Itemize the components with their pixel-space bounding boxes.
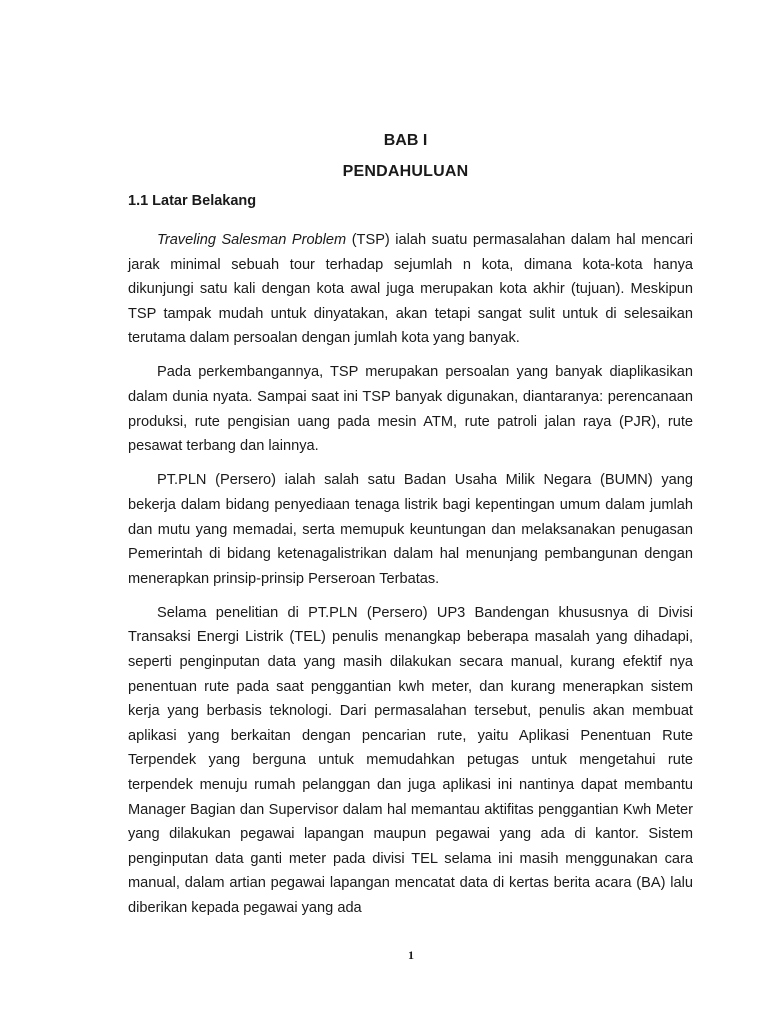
- paragraph-text: PT.PLN (Persero) ialah salah satu Badan Usaha Milik Negara (BUMN) yang bekerja dalam bidang penyediaan tenaga listrik bagi kepentingan umum dalam jumlah dan mutu yang memadai, serta memupuk keuntungan dan melaksanakan penugasan Pemerintah di bidang ketenagalistrikan dalam hal menunjang pembangunan dengan menerapkan prinsip-prinsip Perseroan Terbatas.: [128, 472, 693, 587]
- chapter-number: BAB I: [383, 132, 428, 149]
- paragraph-text: (TSP) ialah suatu permasalahan dalam hal mencari jarak minimal sebuah tour terhadap sejumlah n kota, dimana kota-kota hanya dikunjungi satu kali dengan kota awal juga merupakan kota akhir (tujuan). Meskipun TSP tampak mudah untuk dinyatakan, akan tetapi sangat sulit untuk di selesaikan terutama dalam persoalan dengan jumlah kota yang banyak.: [128, 232, 693, 347]
- section-heading: 1.1 Latar Belakang: [128, 193, 257, 209]
- paragraph-tsp-applications: [128, 360, 693, 458]
- paragraph-pln-profile: [128, 468, 693, 591]
- body-text: [128, 228, 693, 930]
- paragraph-tsp-definition: [128, 228, 693, 351]
- chapter-title: PENDAHULUAN: [342, 163, 469, 180]
- paragraph-research-problem: [128, 601, 693, 921]
- paragraph-text: Pada perkembangannya, TSP merupakan persoalan yang banyak diaplikasikan dalam dunia nyata. Sampai saat ini TSP banyak digunakan, diantaranya: perencanaan produksi, rute pengisian uang pada mesin ATM, rute patroli jalan raya (PJR), rute pesawat terbang dan lainnya.: [128, 364, 693, 455]
- paragraph-text: Selama penelitian di PT.PLN (Persero) UP3 Bandengan khususnya di Divisi Transaksi Energi Listrik (TEL) penulis menangkap beberapa masalah yang dihadapi, seperti penginputan data yang masih dilakukan secara manual, kurang efektif nya penentuan rute pada saat penggantian kwh meter, dan kurang menerapkan sistem kerja yang berbasis teknologi. Dari permasalahan tersebut, penulis akan membuat aplikasi yang berkaitan dengan pencarian rute, yaitu Aplikasi Penentuan Rute Terpendek yang berguna untuk memudahkan petugas untuk mengetahui rute terpendek menuju rumah pelanggan dan juga aplikasi ini nantinya dapat membantu Manager Bagian dan Supervisor dalam hal memantau aktifitas penggantian Kwh Meter yang dilakukan pegawai lapangan maupun pegawai yang ada di kantor. Sistem penginputan data ganti meter pada divisi TEL selama ini masih menggunakan cara manual, dalam artian pegawai lapangan mencatat data di kertas berita acara (BA) lalu diberikan kepada pegawai yang ada: [128, 604, 693, 916]
- tsp-term: Traveling Salesman Problem: [157, 232, 347, 248]
- page-number: 1: [408, 948, 414, 962]
